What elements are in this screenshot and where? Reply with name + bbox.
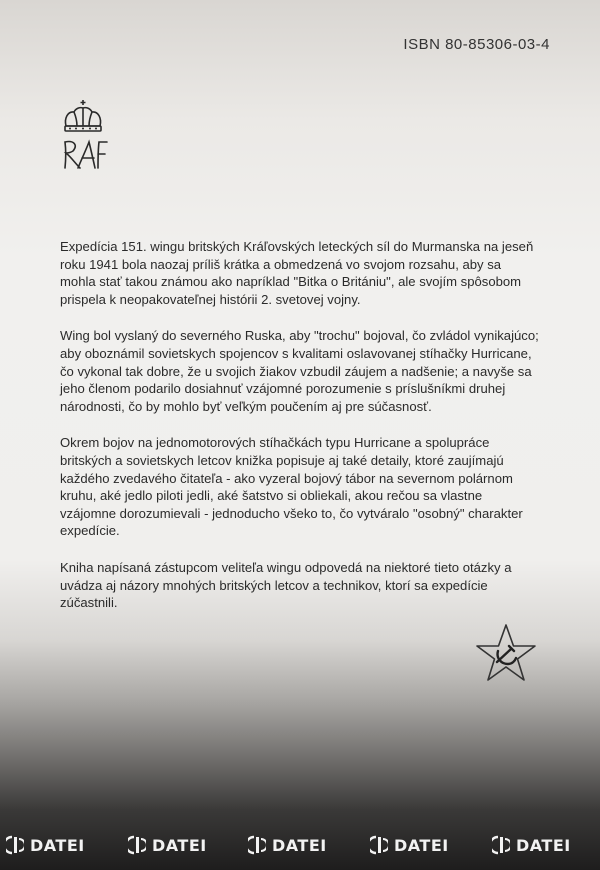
soviet-star-hammer-sickle-icon <box>474 622 538 686</box>
datei-logo-mark-icon <box>248 835 266 855</box>
raf-crown-monogram-icon <box>58 98 108 178</box>
datei-logo-mark-icon <box>492 835 510 855</box>
paragraph: Expedícia 151. wingu britských Kráľovských leteckých síl do Murmanska na jeseň roku 1941 bola naozaj príliš krátka a obmedzená vo svojom rozsahu, aby sa mohla stať takou známou ako napríklad "Bitka o Britániu", ale svojím spôsobom prispela k neopakovateľnej histórii 2. svetovej vojny. <box>60 239 534 307</box>
publisher-name: DATEI <box>516 835 571 855</box>
publisher-name: DATEI <box>272 835 327 855</box>
publisher-logo <box>6 832 85 858</box>
paragraph: Okrem bojov na jednomotorových stíhačkách typu Hurricane a spolupráce britských a sovietskych letcov knižka popisuje aj také detaily, ktoré zaujímajú každého zvedavého čitateľa - ako vyzeral bojový tábor na severnom polárnom kruhu, aké jedlo piloti jedli, aké šatstvo si obliekali, akou rečou sa vlastne vzájomne dorozumievali - jednoducho všeko to, čo vytváralo "osobný" charakter expedície. <box>60 435 523 539</box>
publisher-logo <box>248 832 327 858</box>
back-cover-blurb <box>60 238 540 631</box>
datei-logo-mark-icon <box>370 835 388 855</box>
datei-logo-mark-icon <box>128 835 146 855</box>
publisher-logo <box>370 832 449 858</box>
publisher-footer <box>0 832 600 858</box>
publisher-name: DATEI <box>394 835 449 855</box>
datei-logo-mark-icon <box>6 835 24 855</box>
publisher-name: DATEI <box>152 835 207 855</box>
publisher-logo <box>492 832 571 858</box>
paragraph: Kniha napísaná zástupcom veliteľa wingu odpovedá na niektoré tieto otázky a uvádza aj názory mnohých britských letcov a technikov, ktorí sa expedície zúčastnili. <box>60 559 512 611</box>
publisher-name: DATEI <box>30 835 85 855</box>
paragraph: Wing bol vyslaný do severného Ruska, aby "trochu" bojoval, čo zvládol vynikajúco; aby oboznámil sovietskych spojencov s kvalitami oslavovanej stíhačky Hurricane, čo vykonal tak dobre, že u svojich žiakov vzbudil záujem a nadšenie; a navyše sa jeho členom podarilo dosiahnuť vzájomné porozumenie s príslušníkmi druhej národnosti, čo by mohlo byť veľkým poučením aj pre súčasnosť. <box>60 328 539 414</box>
isbn-number: ISBN 80-85306-03-4 <box>403 36 550 53</box>
publisher-logo <box>128 832 207 858</box>
